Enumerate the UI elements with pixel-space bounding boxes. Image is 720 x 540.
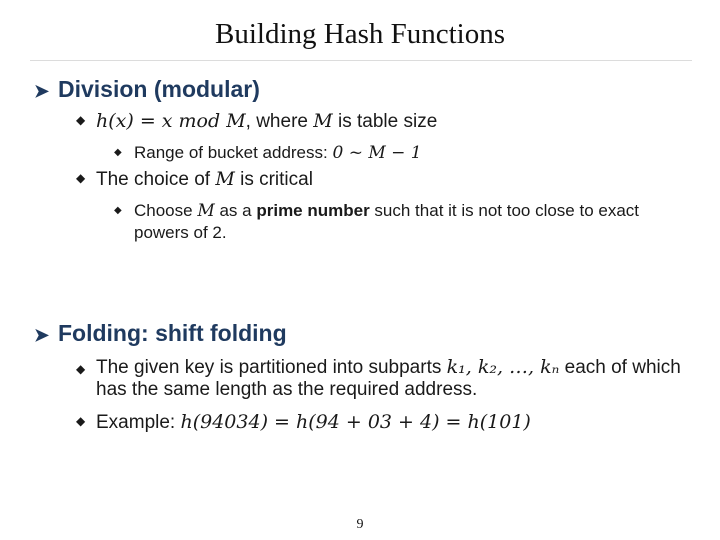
text: The given key is partitioned into subparts [96, 357, 447, 378]
diamond-bullet-icon: ◆ [76, 414, 86, 428]
bullet-example [76, 411, 531, 434]
subbullet-range [114, 142, 674, 164]
title-divider [30, 60, 692, 61]
subbullet-prime [114, 200, 654, 244]
formula: 0 ~ M − 1 [332, 143, 422, 163]
diamond-bullet-icon: ◆ [114, 147, 122, 158]
variable: M [215, 168, 235, 190]
diamond-bullet-icon: ◆ [76, 362, 86, 376]
diamond-bullet-icon: ◆ [76, 171, 86, 185]
arrow-bullet-icon: ➤ [34, 325, 50, 345]
page-number: 9 [356, 517, 364, 532]
variable: M [313, 110, 333, 132]
section-folding [34, 320, 287, 347]
bullet-partition [76, 356, 686, 401]
section-heading: Division (modular) [58, 76, 260, 102]
bullet-choice-of-m [76, 168, 313, 191]
diamond-bullet-icon: ◆ [76, 113, 86, 127]
bullet-hash-definition [76, 110, 437, 133]
emphasis: prime number [256, 201, 370, 220]
text: Range of bucket address: [134, 143, 333, 162]
formula: h(x) = x mod M [96, 110, 246, 132]
section-heading: Folding: shift folding [58, 320, 287, 346]
diamond-bullet-icon: ◆ [114, 205, 122, 216]
slide-title: Building Hash Functions [214, 18, 505, 50]
formula: k₁, k₂, …, kₙ [446, 356, 560, 378]
variable: M [197, 201, 215, 221]
section-division [34, 76, 260, 103]
text: The choice of [96, 169, 216, 190]
formula: h(94034) = h(94 + 03 + 4) = h(101) [180, 411, 531, 433]
text: as a [214, 201, 257, 220]
text: Choose [134, 201, 198, 220]
text: each of which has the same length as the required address. [96, 357, 681, 400]
arrow-bullet-icon: ➤ [34, 81, 50, 101]
text: is critical [234, 169, 313, 190]
text: Example: [96, 412, 181, 433]
text: is table size [332, 111, 438, 132]
text: , where [245, 111, 314, 132]
text: such that it is not too close to exact powers of 2. [134, 201, 640, 242]
